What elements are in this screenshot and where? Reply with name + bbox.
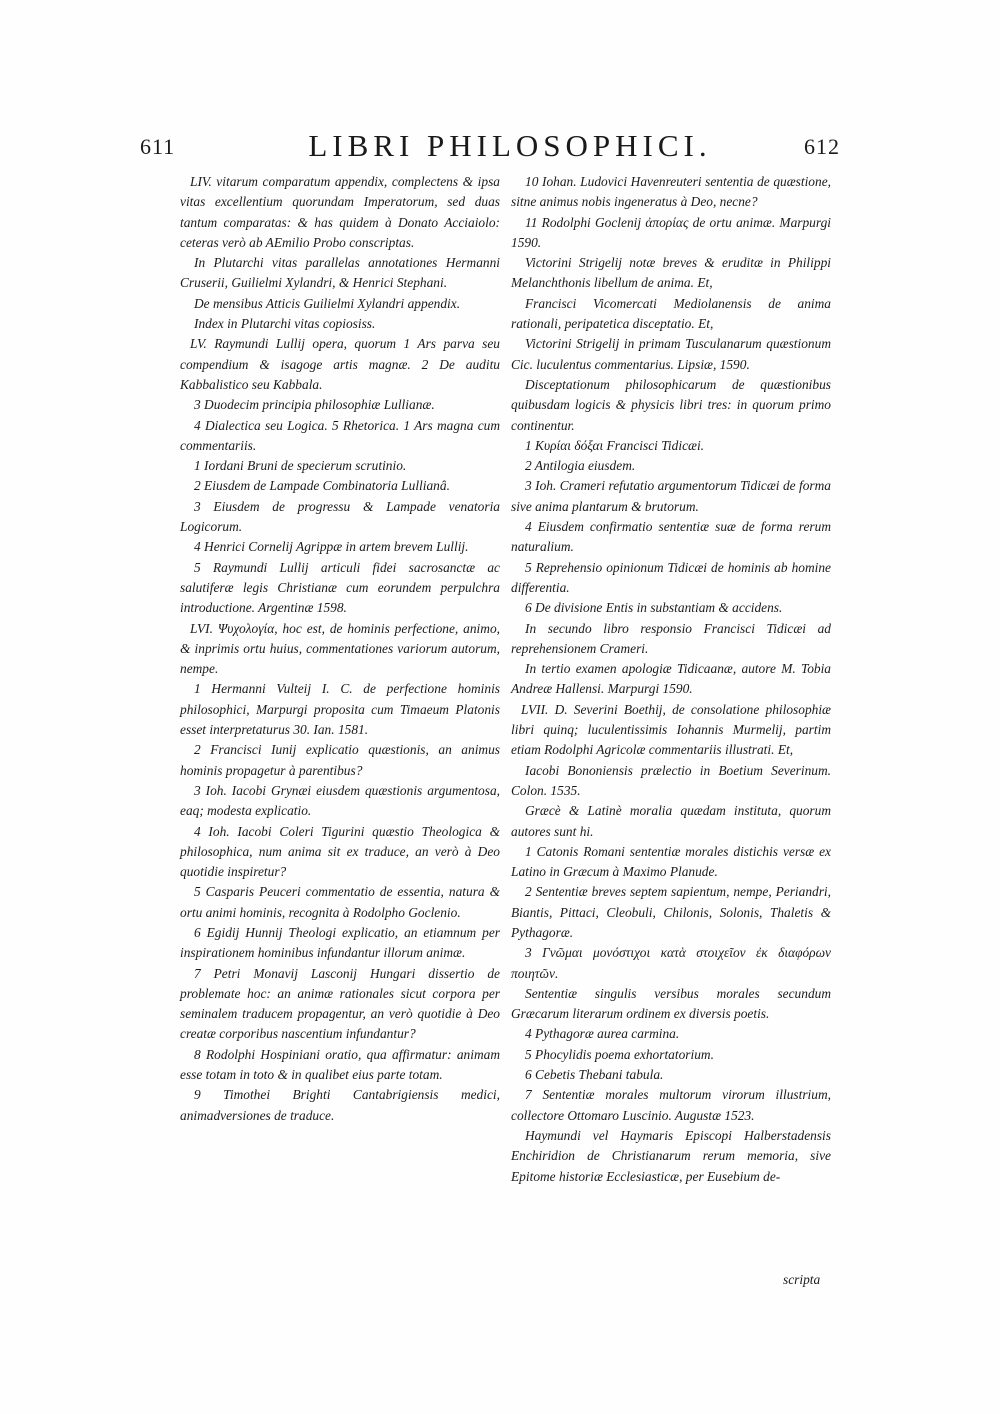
catalog-entry: 4 Henrici Cornelij Agrippæ in artem brevem Lullij.: [194, 539, 469, 555]
catalog-entry: Græcè & Latinè moralia quædam instituta, quorum autores sunt hi.: [511, 803, 831, 839]
catalog-entry: 5 Raymundi Lullij articuli fidei sacrosanctæ ac salutiferæ legis Christianæ cum eorundem perpulchra introductione. Argentinæ 1598.: [180, 559, 500, 616]
catalog-entry: In tertio examen apologiæ Tidicaanæ, autore M. Tobia Andreæ Hallensi. Marpurgi 1590.: [511, 661, 831, 697]
catalog-entry: 7 Petri Monavij Lasconij Hungari dissertio de problemate hoc: an animæ rationales sicut corpora per seminalem traducem propagentur, an verò quotidie à Deo creatæ corporibus nascentium infundantur?: [180, 965, 500, 1042]
catalog-entry: 2 Eiusdem de Lampade Combinatoria Lullianâ.: [194, 478, 450, 494]
catalog-entry: 5 Casparis Peuceri commentatio de essentia, natura & ortu animi hominis, recognita à Rodolpho Goclenio.: [180, 884, 500, 920]
catalog-entry: 6 Cebetis Thebani tabula.: [525, 1067, 664, 1083]
left-column: [180, 172, 500, 1126]
catalog-entry: 4 Ioh. Iacobi Coleri Tigurini quæstio Theologica & philosophica, num anima sit ex traduce, an verò à Deo quotidie inspiretur?: [180, 823, 500, 880]
catalog-entry: 10 Iohan. Ludovici Havenreuteri sententia de quæstione, sitne animus nobis ingeneratus à Deo, necne?: [511, 174, 831, 210]
catalog-entry: LVII. D. Severini Boethij, de consolatione philosophiæ libri quinq; luculentissimis Iohannis Murmelij, partim etiam Rodolphi Agricolæ commentariis illustrati. Et,: [511, 701, 831, 758]
running-title: LIBRI PHILOSOPHICI.: [308, 128, 712, 163]
catalog-entry: 3 Duodecim principia philosophiæ Lullianæ.: [194, 397, 435, 413]
catalog-entry: 2 Sententiæ breves septem sapientum, nempe, Periandri, Biantis, Pittaci, Cleobuli, Chilonis, Solonis, Thaletis & Pythagoræ.: [511, 884, 831, 940]
catchword: scripta: [783, 1272, 821, 1287]
catalog-entry: 7 Sententiæ morales multorum virorum illustrium, collectore Ottomaro Luscinio. Augustæ 1523.: [511, 1087, 831, 1123]
catalog-entry: 6 De divisione Entis in substantiam & accidens.: [525, 600, 783, 616]
catalog-entry: Index in Plutarchi vitas copiosiss.: [194, 316, 376, 332]
catalog-entry: 5 Reprehensio opinionum Tidicæi de hominis ab homine differentia.: [511, 559, 831, 595]
catalog-entry: LIV. vitarum comparatum appendix, complectens & ipsa vitas excellentium quorundam Imperatorum, sed duas tantum comparatas: & has quidem à Donato Acciaiolo: ceteras verò ab AEmilio Probo conscriptas.: [180, 174, 500, 250]
catalog-entry: 6 Egidij Hunnij Theologi explicatio, an etiamnum per inspirationem hominibus infundantur illorum animæ.: [180, 924, 500, 961]
page-header: [140, 128, 840, 168]
catalog-entry: 3 Γνῶμαι μονόστιχοι κατὰ στοιχεῖον ἐκ διαφόρων ποιητῶν.: [511, 945, 831, 981]
catalog-entry: 3 Eiusdem de progressu & Lampade venatoria Logicorum.: [180, 498, 500, 535]
catalog-entry: In secundo libro responsio Francisci Tidicæi ad reprehensionem Crameri.: [511, 620, 831, 656]
catalog-entry: In Plutarchi vitas parallelas annotationes Hermanni Cruserii, Guilielmi Xylandri, & Henrici Stephani.: [180, 255, 500, 291]
right-column: [511, 172, 831, 1187]
catalog-entry: De mensibus Atticis Guilielmi Xylandri appendix.: [194, 295, 461, 311]
catalog-entry: 4 Dialectica seu Logica. 5 Rhetorica. 1 Ars magna cum commentariis.: [180, 417, 500, 453]
catalog-entry: 1 Κυρίαι δόξαι Francisci Tidicæi.: [525, 437, 705, 453]
catalog-entry: Francisci Vicomercati Mediolanensis de anima rationali, peripatetica disceptatio. Et,: [511, 295, 831, 332]
catalog-entry: 11 Rodolphi Goclenij ἀπορίας de ortu animæ. Marpurgi 1590.: [511, 214, 831, 250]
catalog-entry: 9 Timothei Brighti Cantabrigiensis medici, animadversiones de traduce.: [180, 1087, 500, 1123]
catalog-entry: Haymundi vel Haymaris Episcopi Halberstadensis Enchiridion de Christianarum rerum memoria, sive Epitome historiæ Ecclesiasticæ, per Eusebium de-: [511, 1127, 831, 1184]
catalog-entry: Sententiæ singulis versibus morales secundum Græcarum literarum ordinem ex diversis poetis.: [511, 985, 831, 1022]
page-number-right: 612: [804, 134, 840, 159]
catalog-entry: LV. Raymundi Lullij opera, quorum 1 Ars parva seu compendium & isagoge artis magnæ. 2 De auditu Kabbalistico seu Kabbala.: [180, 336, 500, 392]
catalog-entry: 4 Pythagoræ aurea carmina.: [525, 1026, 680, 1042]
catalog-entry: 1 Hermanni Vulteij I. C. de perfectione hominis philosophici, Marpurgi proposita cum Timaeum Platonis esset interpretaturus 30. Ian. 1581.: [180, 681, 500, 738]
catalog-entry: Victorini Strigelij notæ breves & eruditæ in Philippi Melanchthonis libellum de anima. Et,: [511, 255, 831, 291]
catalog-entry: 2 Francisci Iunij explicatio quæstionis, an animus hominis propagetur à parentibus?: [180, 742, 500, 778]
catalog-entry: 5 Phocylidis poema exhortatorium.: [525, 1046, 714, 1062]
catalog-entry: Victorini Strigelij in primam Tusculanarum quæstionum Cic. luculentus commentarius. Lipsiæ, 1590.: [511, 336, 831, 372]
catalog-entry: 2 Antilogia eiusdem.: [525, 458, 636, 474]
catalog-entry: 3 Ioh. Iacobi Grynæi eiusdem quæstionis argumentosa, eaq; modesta explicatio.: [180, 782, 500, 819]
catalog-entry: 1 Catonis Romani sententiæ morales distichis versæ ex Latino in Græcum à Maximo Planude.: [511, 843, 831, 880]
catalog-entry: 3 Ioh. Crameri refutatio argumentorum Tidicæi de forma sive anima plantarum & brutorum.: [511, 478, 831, 514]
catalog-entry: 8 Rodolphi Hospiniani oratio, qua affirmatur: animam esse totam in toto & in qualibet eius parte totam.: [180, 1046, 500, 1083]
catalog-entry: LVI. Ψυχολογία, hoc est, de hominis perfectione, animo, & inprimis ortu huius, commentationes variorum autorum, nempe.: [180, 620, 500, 677]
catalog-entry: 1 Iordani Bruni de specierum scrutinio.: [194, 458, 407, 474]
catalog-entry: 4 Eiusdem confirmatio sententiæ suæ de forma rerum naturalium.: [511, 519, 831, 555]
catalog-entry: Disceptationum philosophicarum de quæstionibus quibusdam logicis & physicis libri tres: in quorum primo continentur.: [511, 376, 831, 433]
page-number-left: 611: [140, 134, 176, 159]
catalog-entry: Iacobi Bononiensis prælectio in Boetium Severinum. Colon. 1535.: [511, 762, 831, 798]
